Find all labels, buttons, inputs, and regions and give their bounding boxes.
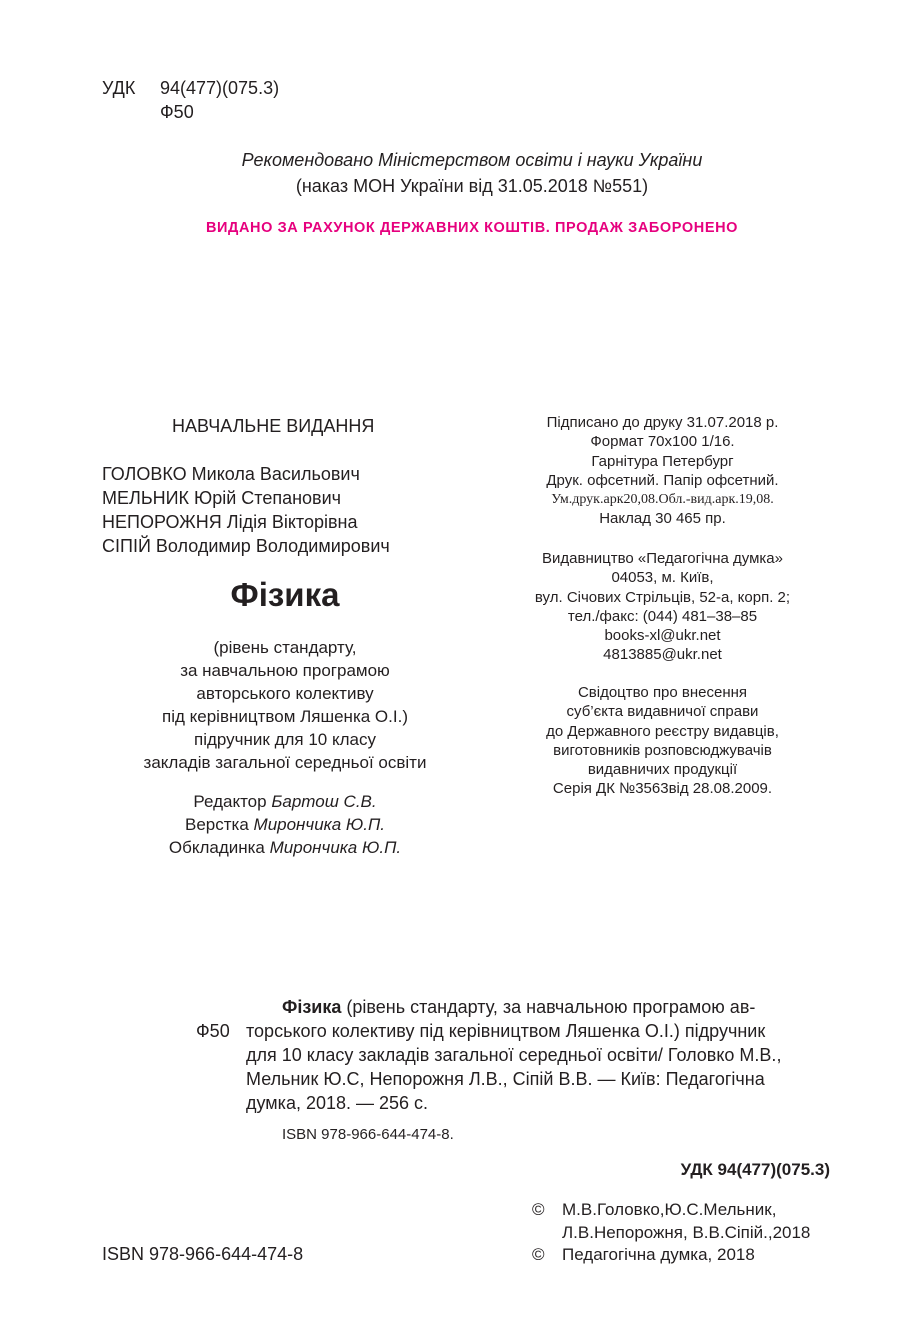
bibliography-isbn: ISBN 978-966-644-474-8.: [282, 1126, 454, 1143]
footer-isbn: ISBN 978-966-644-474-8: [102, 1244, 304, 1264]
book-subtitle: [80, 636, 490, 774]
print-info: [480, 413, 845, 529]
publisher-info: [480, 549, 845, 665]
publisher-line: вул. Січових Стрільців, 52-а, корп. 2;: [534, 588, 791, 606]
print-info-line: Формат 70x100 1/16.: [590, 433, 735, 451]
certificate-line: суб’єкта видавничої справи: [566, 703, 759, 721]
subtitle-line: під керівництвом Ляшенка О.І.): [162, 707, 408, 726]
print-info-line: Підписано до друку 31.07.2018 р.: [546, 414, 779, 431]
bibliography-line: для 10 класу закладів загальної середньої освіти/ Головко М.В.,: [246, 1045, 782, 1065]
bibliography-line: думка, 2018. — 256 с.: [246, 1093, 429, 1113]
udk-code: 94(477)(075.3): [160, 78, 280, 98]
print-info-line: Гарнітура Петербург: [591, 452, 734, 470]
publisher-email: 4813885@ukr.net: [603, 646, 722, 664]
copyright-publisher: Педагогічна думка, 2018: [562, 1245, 755, 1264]
copyright-authors-line1: М.В.Головко,Ю.С.Мельник,: [562, 1200, 777, 1219]
copyright-symbol: ©: [532, 1245, 545, 1264]
publisher-line: 04053, м. Київ,: [611, 569, 714, 587]
copyright-authors-line2: Л.В.Непорожня, В.В.Сіпій.,2018: [562, 1223, 811, 1242]
bibliography-record: [246, 995, 830, 1115]
udk-label: УДК: [102, 78, 136, 98]
author: НЕПОРОЖНЯ Лідія Вікторівна: [102, 512, 358, 532]
print-info-line: Друк. офсетний. Папір офсетний.: [546, 471, 779, 489]
bibliography-index: Ф50: [196, 1021, 230, 1041]
publisher-line: тел./факс: (044) 481–38–85: [567, 607, 758, 625]
author: МЕЛЬНИК Юрій Степанович: [102, 488, 342, 508]
print-info-line: Ум.друк.арк20,08.Обл.-вид.арк.19,08.: [551, 492, 774, 508]
certificate-info: [480, 683, 845, 799]
udk-index: Ф50: [160, 102, 194, 122]
subtitle-line: авторського колективу: [196, 684, 374, 703]
publisher-line: Видавництво «Педагогічна думка»: [542, 550, 783, 567]
credit-layout: Верстка Мирончика Ю.П.: [184, 815, 386, 834]
print-info-line: Наклад 30 465 пр.: [599, 510, 726, 528]
certificate-line: Серія ДК №3563від 28.08.2009.: [552, 780, 773, 798]
footer-udk: УДК 94(477)(075.3): [680, 1160, 830, 1179]
author: СІПІЙ Володимир Володимирович: [102, 536, 390, 556]
author: ГОЛОВКО Микола Васильович: [102, 464, 360, 484]
subtitle-line: закладів загальної середньої освіти: [143, 753, 427, 772]
recommendation-line1: Рекомендовано Міністерством освіти і науки України: [241, 150, 703, 170]
subtitle-line: підручник для 10 класу: [194, 730, 376, 749]
subtitle-line: (рівень стандарту,: [213, 638, 357, 657]
certificate-line: виготовників розповсюджувачів: [553, 741, 772, 759]
credit-cover: Обкладинка Мирончика Ю.П.: [168, 838, 402, 857]
subtitle-line: за навчальною програмою: [180, 661, 390, 680]
book-title: Фізика: [230, 576, 340, 613]
copyright-symbol: ©: [532, 1200, 545, 1219]
sales-prohibited-notice: ВИДАНО ЗА РАХУНОК ДЕРЖАВНИХ КОШТІВ. ПРОДАЖ ЗАБОРОНЕНО: [205, 220, 739, 236]
bibliography-line: Фізика (рівень стандарту, за навчальною програмою ав-: [282, 997, 756, 1017]
credits: [80, 790, 490, 859]
certificate-line: Свідоцтво про внесення: [577, 684, 748, 701]
publisher-email: books-xl@ukr.net: [604, 627, 721, 645]
certificate-line: видавничих продукції: [587, 761, 738, 779]
edition-type: НАВЧАЛЬНЕ ВИДАННЯ: [172, 416, 375, 436]
bibliography-line: Мельник Ю.С, Непорожня Л.В., Сіпій В.В. — Київ: Педагогічна: [246, 1069, 765, 1089]
bibliography-line: торського колективу під керівництвом Ляшенка О.І.) підручник: [246, 1021, 766, 1041]
authors-list: [102, 462, 390, 558]
credit-editor: Редактор Бартош С.В.: [193, 792, 377, 811]
recommendation-line2: (наказ МОН України від 31.05.2018 №551): [295, 176, 649, 196]
certificate-line: до Державного реєстру видавців,: [546, 722, 779, 740]
